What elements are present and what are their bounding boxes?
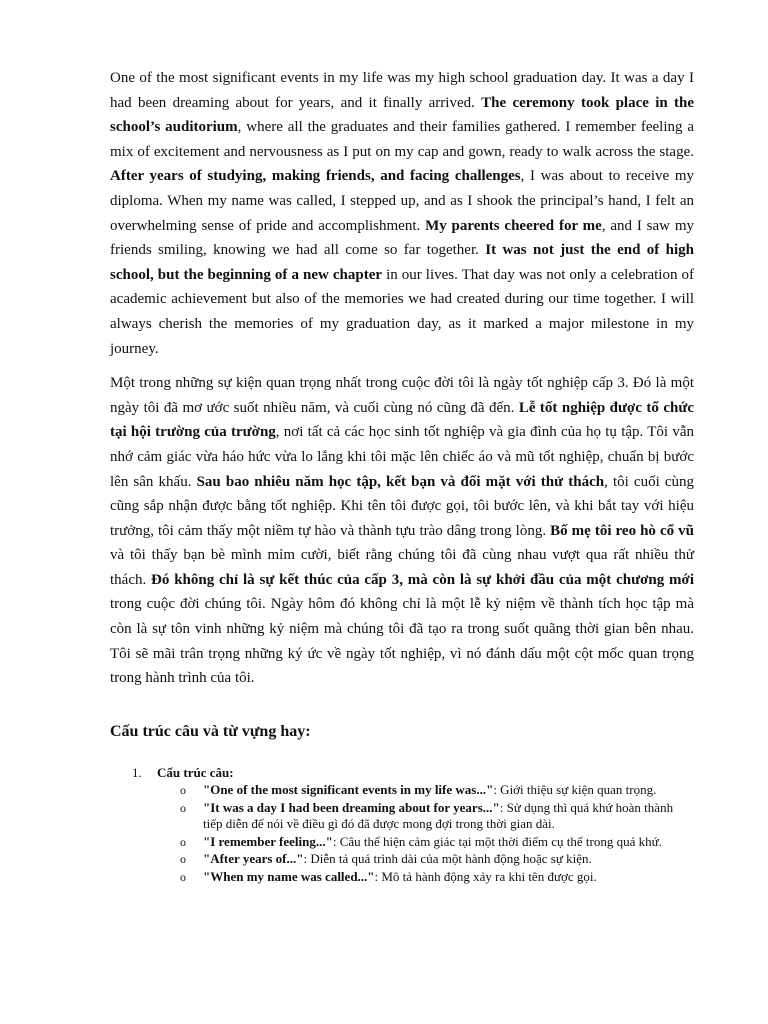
bold-phrase: Lễ tốt nghiệp được tổ chức tại hội trường của trường bbox=[110, 399, 694, 441]
phrase: "After years of..." bbox=[203, 851, 304, 867]
text-run: One of the most significant events in my life was my high school graduation day. It was a day I had been dreaming about for years, and it finally arrived. bbox=[110, 70, 694, 111]
circle-bullet-icon: o bbox=[180, 783, 186, 798]
list-item bbox=[110, 765, 694, 886]
circle-bullet-icon: o bbox=[180, 800, 186, 815]
text-run: , and I saw my friends smiling, knowing we had all come so far together. bbox=[110, 217, 694, 259]
phrase: "I remember feeling..." bbox=[203, 833, 333, 849]
circle-bullet-icon: o bbox=[180, 834, 186, 849]
explanation: : Diễn tả quá trình dài của một hành động hoặc sự kiện. bbox=[303, 851, 592, 867]
phrase: "It was a day I had been dreaming about for years..." bbox=[203, 799, 500, 815]
list-item-title: Cấu trúc câu: bbox=[157, 764, 234, 780]
sub-list-item bbox=[157, 800, 694, 833]
phrase: "When my name was called..." bbox=[203, 868, 375, 884]
document-page bbox=[110, 66, 694, 885]
ordered-list bbox=[110, 765, 694, 886]
list-number: 1. bbox=[132, 764, 142, 780]
text-run: và tôi thấy bạn bè mình mỉm cười, biết rằng chúng tôi đã cùng nhau vượt qua rất nhiều thử thách. bbox=[110, 547, 694, 588]
text-run: trong cuộc đời chúng tôi. Ngày hôm đó không chỉ là một lễ kỷ niệm về thành tích học tập mà còn là sự tôn vinh những kỷ niệm mà chúng tôi đã tạo ra trong suốt quãng thời gian bên nhau. Tôi sẽ mãi trân trọng những ký ức về ngày tốt nghiệp, vì nó đánh dấu một cột mốc quan trọng trong hành trình của tôi. bbox=[110, 596, 694, 687]
sub-list-item bbox=[157, 834, 694, 851]
text-run: , nơi tất cả các học sinh tốt nghiệp và gia đình của họ tụ tập. Tôi vẫn nhớ cảm giác vừa háo hức vừa lo lắng khi tôi mặc lên chiếc áo và mũ tốt nghiệp, chuẩn bị bước lên sân khấu. bbox=[110, 424, 694, 490]
sub-list-item bbox=[157, 869, 694, 886]
explanation: : Câu thể hiện cảm giác tại một thời điểm cụ thể trong quá khứ. bbox=[332, 833, 662, 849]
text-run: in our lives. That day was not only a celebration of academic achievement but also of the memories we had created during our time together. I will always cherish the memories of my graduation day, as it marked a major milestone in my journey. bbox=[110, 266, 694, 357]
bold-phrase: My parents cheered for me bbox=[425, 217, 602, 234]
sub-list bbox=[157, 782, 694, 885]
bold-phrase: It was not just the end of high school, but the beginning of a new chapter bbox=[110, 242, 694, 283]
phrase: "One of the most significant events in my life was..." bbox=[203, 782, 494, 798]
explanation: : Giới thiệu sự kiện quan trọng. bbox=[493, 782, 657, 798]
sub-list-item bbox=[157, 851, 694, 868]
text-run: , where all the graduates and their families gathered. I remember feeling a mix of excitement and nervousness as I put on my cap and gown, ready to walk across the stage. bbox=[110, 119, 694, 160]
explanation: : Sử dụng thì quá khứ hoàn thành tiếp diễn để nói về điều gì đó đã được mong đợi trong thời gian dài. bbox=[203, 799, 674, 832]
bold-phrase: The ceremony took place in the school’s auditorium bbox=[110, 94, 694, 136]
bold-phrase: Đó không chỉ là sự kết thúc của cấp 3, mà còn là sự khởi đầu của một chương mới bbox=[151, 571, 694, 588]
explanation: : Mô tả hành động xảy ra khi tên được gọi. bbox=[374, 868, 597, 884]
circle-bullet-icon: o bbox=[180, 869, 186, 884]
sub-list-item bbox=[157, 782, 694, 799]
bold-phrase: After years of studying, making friends, and facing challenges bbox=[110, 168, 521, 185]
text-run: Một trong những sự kiện quan trọng nhất trong cuộc đời tôi là ngày tốt nghiệp cấp 3. Đó là một ngày tôi đã mơ ước suốt nhiều năm, và cuối cùng nó cũng đã đến. bbox=[110, 375, 694, 416]
bold-phrase: Bố mẹ tôi reo hò cổ vũ bbox=[550, 522, 694, 539]
bold-phrase: Sau bao nhiêu năm học tập, kết bạn và đối mặt với thử thách bbox=[196, 473, 605, 490]
vietnamese-paragraph bbox=[110, 371, 694, 691]
text-run: , tôi cuối cùng cũng sắp nhận được bằng tốt nghiệp. Khi tên tôi được gọi, tôi bước lên, và khi bắt tay với hiệu trưởng, tôi cảm thấy một niềm tự hào và thành tựu trào dâng trong lòng. bbox=[110, 473, 695, 539]
circle-bullet-icon: o bbox=[180, 852, 186, 867]
section-heading: Cấu trúc câu và từ vựng hay: bbox=[110, 722, 311, 740]
english-paragraph bbox=[110, 66, 694, 361]
text-run: , I was about to receive my diploma. When my name was called, I stepped up, and as I shook the principal’s hand, I felt an overwhelming sense of pride and accomplishment. bbox=[110, 168, 694, 234]
